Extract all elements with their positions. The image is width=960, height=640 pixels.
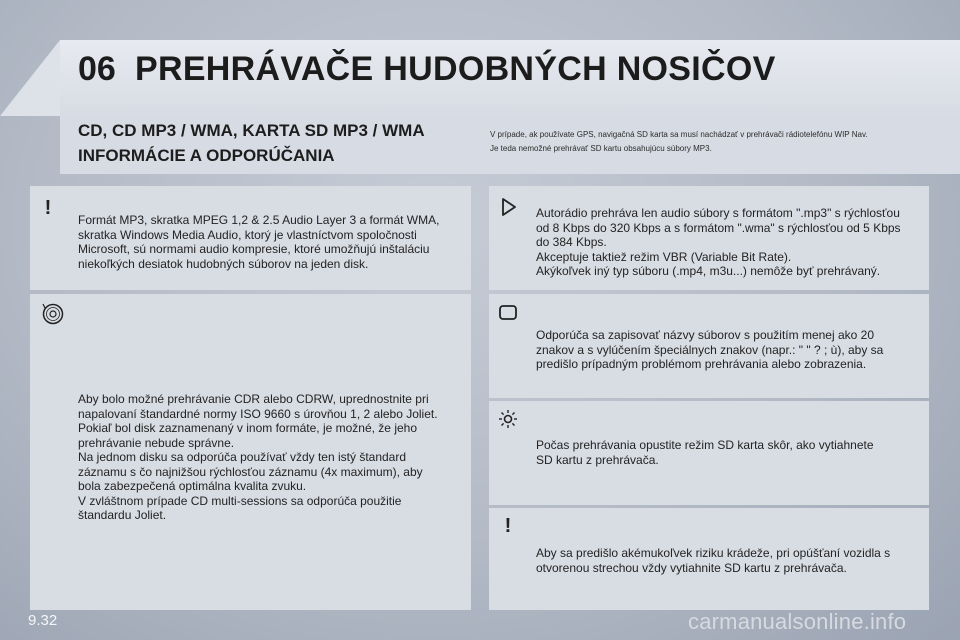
gps-note: V prípade, ak používate GPS, navigačná SD karta sa musí nachádzať v prehrávači rádiotelefónu WIP Nav. Je teda nemožné prehrávať SD kartu obsahujúcu súbory MP3. [490,130,868,153]
mp3-format-text: Formát MP3, skratka MPEG 1,2 & 2.5 Audio Layer 3 a formát WMA, skratka Windows Media Audio, ktorý je vlastníctvom spoločnosti Microsoft, sú normami audio kompresie, ktoré umožňujú inštaláciu niekoľkých desiatok hudobných súborov na jeden disk. [78,213,440,271]
bitrate-text: Autorádio prehráva len audio súbory s formátom ".mp3" s rýchlosťou od 8 Kbps do 320 Kbps a s formátom ".wma" s rýchlosťou od 5 Kbps do 384 Kbps. Akceptuje taktiež režim VBR (Variable Bit Rate). Akýkoľvek iný typ súboru (.mp4, m3u...) nemôže byť prehrávaný. [536,206,901,278]
sun-icon [497,408,519,430]
disc-icon [42,303,64,325]
sd-mode-text: Počas prehrávania opustite režim SD karta skôr, ako vytiahnete SD kartu z prehrávača. [536,438,874,467]
warning-icon: ! [44,197,52,219]
play-icon [497,196,519,218]
page-number: 9.32 [28,612,58,629]
filenames-text: Odporúča sa zapisovať názvy súborov s použitím menej ako 20 znakov a s vylúčením špeciálnych znakov (napr.: " " ? ; ù), aby sa predišlo prípadným problémom prehrávania alebo zobrazenia. [536,328,884,371]
theft-text: Aby sa predišlo akémukoľvek riziku krádeže, pri opúšťaní vozidla s otvorenou strechou vždy vytiahnite SD kartu z prehrávača. [536,546,891,575]
warning-icon: ! [504,515,512,537]
section-title [78,118,425,168]
watermark: carmanualsonline.info [688,609,907,634]
header-corner [0,40,60,116]
rounded-rect-icon [497,302,519,324]
chapter-number: 06 [78,50,116,88]
cdr-text: Aby bolo možné prehrávanie CDR alebo CDRW, uprednostnite pri napalovaní štandardné normy ISO 9660 s úrovňou 1, 2 alebo Joliet. Pokiaľ bol disk zaznamenaný v inom formáte, je možné, že jeho prehrávanie nebude správne. Na jednom disku sa odporúča používať vždy ten istý štandard záznamu s čo najnižšou rýchlosťou záznamu (4x maximum), aby bola zabezpečená optimálna kvalita zvuku. V zvláštnom prípade CD multi-sessions sa odporúča použitie štandardu Joliet. [78,392,438,522]
section-title-line2: INFORMÁCIE A ODPORÚČANIA [78,146,335,165]
section-title-line1: CD, CD MP3 / WMA, KARTA SD MP3 / WMA [78,121,425,140]
page-title: PREHRÁVAČE HUDOBNÝCH NOSIČOV [135,50,776,88]
